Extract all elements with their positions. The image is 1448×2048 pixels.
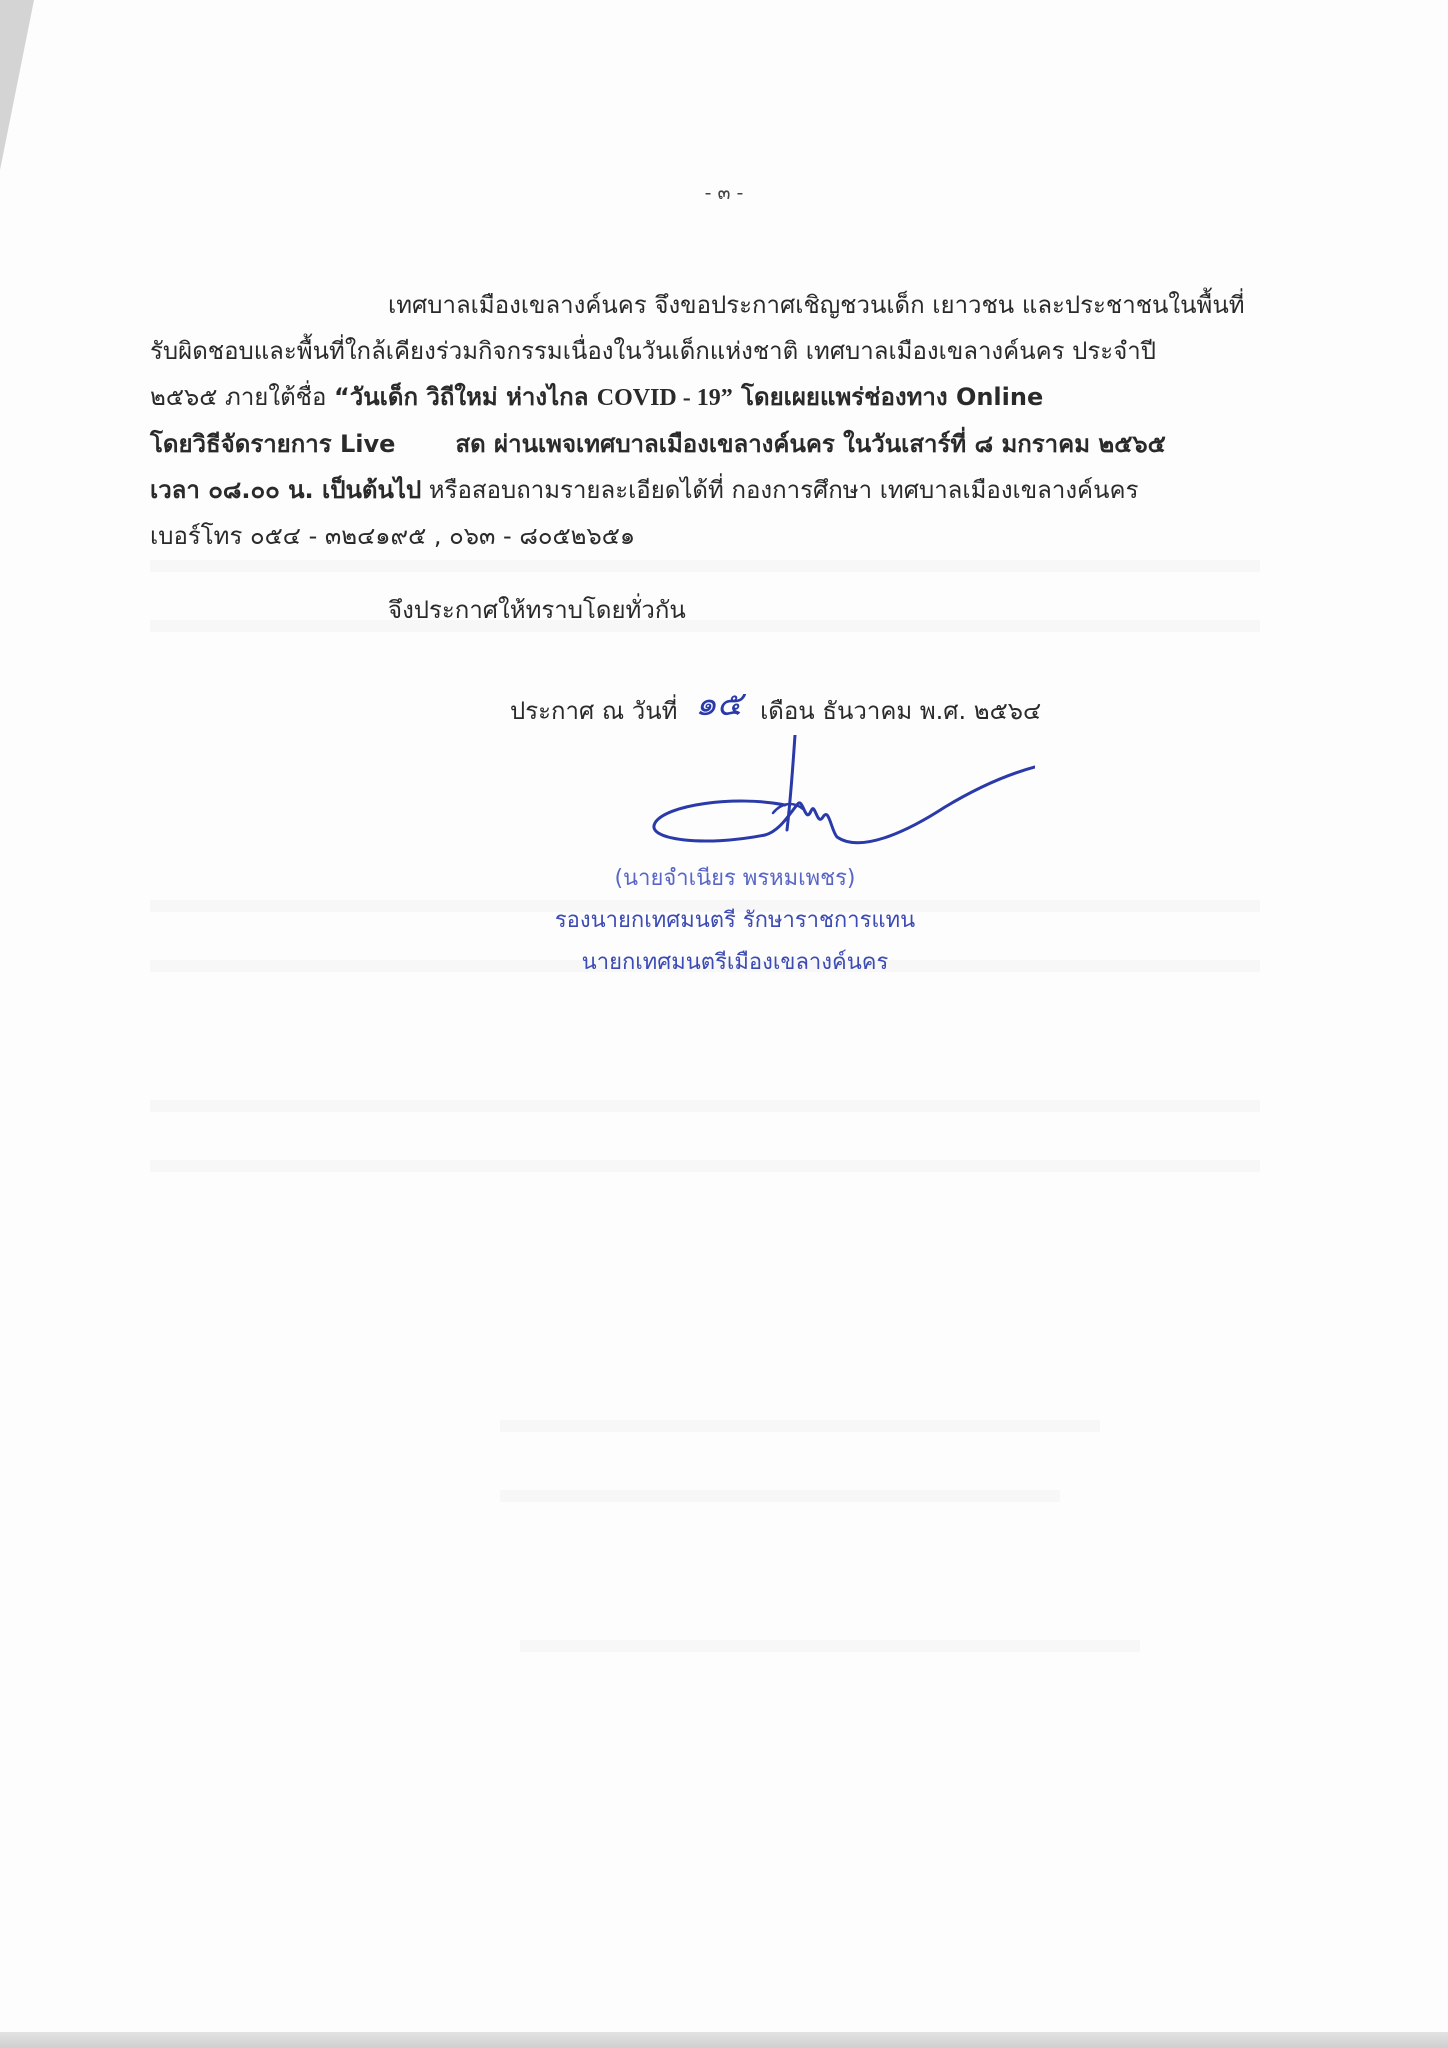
bleed-through-line	[520, 1640, 1140, 1652]
bleed-through-line	[150, 560, 1260, 572]
page-number: - ๓ -	[704, 182, 744, 204]
paragraph-line-1: เทศบาลเมืองเขลางค์นคร จึงขอประกาศเชิญชวนเด็ก เยาวชน และประชาชนในพื้นที่	[388, 291, 1245, 319]
year-and-label: ๒๕๖๕ ภายใต้ชื่อ	[150, 383, 335, 411]
bleed-through-line	[150, 1160, 1260, 1172]
date-prefix: ประกาศ ณ วันที่	[510, 697, 678, 725]
date-suffix: เดือน ธันวาคม พ.ศ. ๒๕๖๔	[760, 697, 1042, 725]
paragraph-line-6: เบอร์โทร ๐๕๔ - ๓๒๔๑๙๕ , ๐๖๓ - ๘๐๕๒๖๕๑	[150, 522, 636, 550]
event-name-covid: COVID - 19”	[596, 385, 733, 411]
bleed-through-line	[150, 1100, 1260, 1112]
folded-corner	[0, 0, 34, 170]
handwritten-signature	[645, 735, 1035, 865]
live-date: สด ผ่านเพจเทศบาลเมืองเขลางค์นคร ในวันเสาร์ที่ ๘ มกราคม ๒๕๖๕	[455, 430, 1166, 458]
event-name: “วันเด็ก วิถีใหม่ ห่างไกล	[334, 383, 597, 411]
closing-statement: จึงประกาศให้ทราบโดยทั่วกัน	[388, 596, 686, 624]
scan-bottom-edge	[0, 2032, 1448, 2048]
paragraph-line-2: รับผิดชอบและพื้นที่ใกล้เคียงร่วมกิจกรรมเนื่องในวันเด็กแห่งชาติ เทศบาลเมืองเขลางค์นคร ประจำปี	[150, 337, 1156, 365]
bleed-through-line	[150, 620, 1260, 632]
paragraph-line-5	[150, 467, 1264, 513]
paragraph-line-4	[150, 421, 1264, 467]
paragraph-line-3	[150, 374, 1264, 421]
signatory-title-2: นายกเทศมนตรีเมืองเขลางค์นคร	[581, 950, 889, 975]
signatory-title-1: รองนายกเทศมนตรี รักษาราชการแทน	[554, 908, 916, 933]
event-time: เวลา ๐๘.๐๐ น. เป็นต้นไป	[150, 476, 422, 504]
signatory-name: (นายจำเนียร พรหมเพชร)	[614, 866, 856, 891]
bleed-through-line	[500, 1420, 1100, 1432]
bleed-through-line	[500, 1490, 1060, 1502]
signatory-stamp	[420, 858, 1050, 984]
live-method: โดยวิธีจัดรายการ Live	[150, 430, 396, 458]
broadcast-channel: โดยเผยแพร่ช่องทาง Online	[732, 383, 1044, 411]
announcement-date	[510, 680, 1041, 734]
contact-info: หรือสอบถามรายละเอียดได้ที่ กองการศึกษา เทศบาลเมืองเขลางค์นคร	[421, 476, 1139, 504]
announcement-paragraph	[150, 282, 1264, 559]
handwritten-day: ๑๕	[695, 684, 743, 724]
